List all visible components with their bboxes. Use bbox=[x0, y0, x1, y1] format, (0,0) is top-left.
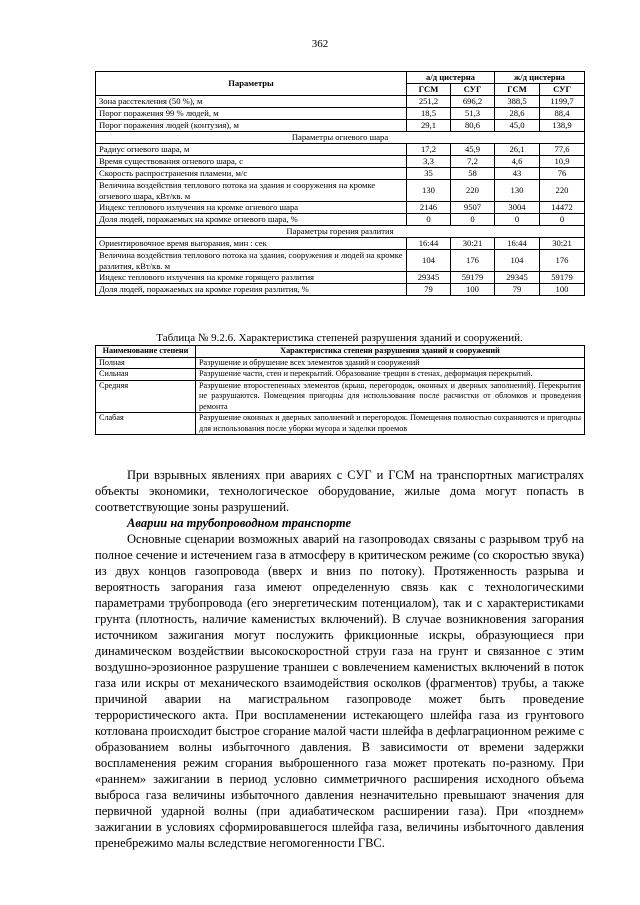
param-value: 29345 bbox=[407, 272, 451, 284]
param-value: 3004 bbox=[495, 202, 540, 214]
param-value: 80,6 bbox=[451, 120, 495, 132]
page-number: 362 bbox=[311, 38, 329, 50]
header-rail-tank: ж/д цистерна bbox=[495, 72, 585, 84]
param-value: 220 bbox=[451, 180, 495, 202]
table-row bbox=[96, 272, 585, 284]
param-value: 43 bbox=[495, 168, 540, 180]
param-value: 35 bbox=[407, 168, 451, 180]
param-value: 0 bbox=[407, 214, 451, 226]
param-value: 59179 bbox=[451, 272, 495, 284]
param-label: Индекс теплового излучения на кромке огневого шара bbox=[96, 202, 407, 214]
param-label: Время существования огневого шара, с bbox=[96, 156, 407, 168]
param-value: 10,9 bbox=[540, 156, 585, 168]
param-value: 88,4 bbox=[540, 108, 585, 120]
degree-name: Средняя bbox=[96, 380, 196, 413]
param-value: 0 bbox=[451, 214, 495, 226]
body-text bbox=[95, 467, 584, 851]
degree-description: Разрушение и обрушение всех элементов зданий и сооружений bbox=[196, 357, 585, 369]
param-value: 29,1 bbox=[407, 120, 451, 132]
param-value: 77,6 bbox=[540, 144, 585, 156]
param-label: Индекс теплового излучения на кромке горящего разлития bbox=[96, 272, 407, 284]
degree-description: Разрушение оконных и дверных заполнений и перегородок. Помещения полностью сохраняются и пригодны для использования после уборки мусора и заделки проемов bbox=[196, 413, 585, 435]
table-row bbox=[96, 369, 585, 381]
param-value: 251,2 bbox=[407, 96, 451, 108]
table-row bbox=[96, 168, 585, 180]
param-label: Ориентировочное время выгорания, мин : сек bbox=[96, 238, 407, 250]
param-value: 130 bbox=[407, 180, 451, 202]
subheader: ГСМ bbox=[495, 84, 540, 96]
table-row bbox=[96, 357, 585, 369]
param-label: Порог поражения людей (контузия), м bbox=[96, 120, 407, 132]
subheader: ГСМ bbox=[407, 84, 451, 96]
param-label: Порог поражения 99 % людей, м bbox=[96, 108, 407, 120]
param-value: 18,5 bbox=[407, 108, 451, 120]
table-row bbox=[96, 144, 585, 156]
table-row bbox=[96, 284, 585, 296]
damage-degrees-table bbox=[95, 345, 585, 435]
table-row bbox=[96, 413, 585, 435]
table-row bbox=[96, 120, 585, 132]
table-row bbox=[96, 108, 585, 120]
table-caption: Таблица № 9.2.6. Характеристика степеней разрушения зданий и сооружений. bbox=[156, 332, 523, 344]
param-label: Радиус огневого шара, м bbox=[96, 144, 407, 156]
param-value: 0 bbox=[540, 214, 585, 226]
param-value: 45,0 bbox=[495, 120, 540, 132]
param-value: 16:44 bbox=[495, 238, 540, 250]
param-value: 0 bbox=[495, 214, 540, 226]
degree-name: Полная bbox=[96, 357, 196, 369]
header-degree-name: Наименование степени bbox=[96, 346, 196, 358]
degree-description: Разрушение части, стен и перекрытий. Образование трещин в стенах, деформация перекрытий. bbox=[196, 369, 585, 381]
param-value: 7,2 bbox=[451, 156, 495, 168]
section-row bbox=[96, 132, 585, 144]
table-row bbox=[96, 250, 585, 272]
param-value: 4,6 bbox=[495, 156, 540, 168]
param-value: 58 bbox=[451, 168, 495, 180]
param-value: 1199,7 bbox=[540, 96, 585, 108]
degree-name: Слабая bbox=[96, 413, 196, 435]
param-value: 100 bbox=[540, 284, 585, 296]
param-value: 26,1 bbox=[495, 144, 540, 156]
param-value: 79 bbox=[407, 284, 451, 296]
param-value: 59179 bbox=[540, 272, 585, 284]
param-label: Величина воздействия теплового потока на здания, сооружения и людей на кромке разлития, кВт/кв. м bbox=[96, 250, 407, 272]
param-value: 79 bbox=[495, 284, 540, 296]
param-value: 2146 bbox=[407, 202, 451, 214]
header-degree-description: Характеристика степени разрушения зданий и сооружений bbox=[196, 346, 585, 358]
header-params: Параметры bbox=[96, 72, 407, 96]
degree-name: Сильная bbox=[96, 369, 196, 381]
param-value: 220 bbox=[540, 180, 585, 202]
section-heading: Аварии на трубопроводном транспорте bbox=[127, 516, 352, 530]
table-row bbox=[96, 214, 585, 226]
param-value: 176 bbox=[451, 250, 495, 272]
param-value: 14472 bbox=[540, 202, 585, 214]
param-value: 30:21 bbox=[540, 238, 585, 250]
param-value: 104 bbox=[495, 250, 540, 272]
param-value: 696,2 bbox=[451, 96, 495, 108]
parameters-table bbox=[95, 71, 585, 296]
param-value: 104 bbox=[407, 250, 451, 272]
subheader: СУГ bbox=[451, 84, 495, 96]
table-row bbox=[96, 96, 585, 108]
param-value: 100 bbox=[451, 284, 495, 296]
param-label: Зона расстекления (50 %), м bbox=[96, 96, 407, 108]
param-value: 3,3 bbox=[407, 156, 451, 168]
param-value: 30:21 bbox=[451, 238, 495, 250]
param-value: 138,9 bbox=[540, 120, 585, 132]
table-row bbox=[96, 156, 585, 168]
paragraph: При взрывных явлениях при авариях с СУГ и ГСМ на транспортных магистралях объекты экономики, технологическое оборудование, жилые дома могут попасть в соответствующие зоны разрушений. bbox=[95, 468, 584, 514]
param-value: 76 bbox=[540, 168, 585, 180]
param-label: Величина воздействия теплового потока на здания и сооружения на кромке огневого шара, кВт/кв. м bbox=[96, 180, 407, 202]
param-value: 388,5 bbox=[495, 96, 540, 108]
param-value: 45,9 bbox=[451, 144, 495, 156]
param-value: 17,2 bbox=[407, 144, 451, 156]
degree-description: Разрушение второстепенных элементов (крыш, перегородок, оконных и дверных заполнений). Перекрытия не разрушаются. Помещения пригодны для использования после расчистки от обломков и проведения ремонта bbox=[196, 380, 585, 413]
param-value: 9507 bbox=[451, 202, 495, 214]
subheader: СУГ bbox=[540, 84, 585, 96]
table-row bbox=[96, 238, 585, 250]
param-label: Доля людей, поражаемых на кромке огневого шара, % bbox=[96, 214, 407, 226]
table-row bbox=[96, 380, 585, 413]
param-value: 176 bbox=[540, 250, 585, 272]
section-row bbox=[96, 226, 585, 238]
paragraph: Основные сценарии возможных аварий на газопроводах связаны с разрывом труб на полное сечение и истечением газа в атмосферу в критическом режиме (со скоростью звука) из двух концов газопровода (вверх и вниз по потоку). Протяженность разрыва и вероятность загорания газа имеют определенную связь как с технологическими параметрами трубопровода (его энергетическим потенциалом), так и с характеристиками грунта (плотность, наличие каменистых включений). В случае возникновения загорания источником зажигания могут послужить фрикционные искры, образующиеся при динамическом воздействии высокоскоростной струи газа на грунт и связанное с этим воздушно-эрозионное разрушение траншеи с вовлечением каменистых включений в поток газа или искры от механического взаимодействия осколков (фрагментов) трубы, а также причиной аварии на магистральном газопроводе может быть проведение террористического акта. При воспламенении истекающего шлейфа газа из грунтового котлована происходит быстрое сгорание малой части шлейфа в дефлаграционном режиме с образованием волны избыточного давления. В зависимости от времени задержки воспламенения режим сгорания выброшенного газа может протекать по-разному. При «раннем» зажигании в период условно симметричного расширения исходного объема выброса газа величины избыточного давления незначительно превышают значения для первичной ударной волны (при адиабатическом расширении газа). При «позднем» зажигании в условиях сформировавшегося шлейфа газа, величины избыточного давления пренебрежимо малы вследствие негомогенности ГВС. bbox=[95, 532, 584, 850]
section-title: Параметры огневого шара bbox=[96, 132, 585, 144]
param-value: 29345 bbox=[495, 272, 540, 284]
param-label: Скорость распространения пламени, м/с bbox=[96, 168, 407, 180]
param-value: 28,6 bbox=[495, 108, 540, 120]
param-value: 16:44 bbox=[407, 238, 451, 250]
table-row bbox=[96, 202, 585, 214]
param-value: 130 bbox=[495, 180, 540, 202]
section-title: Параметры горения разлития bbox=[96, 226, 585, 238]
table-row bbox=[96, 180, 585, 202]
param-label: Доля людей, поражаемых на кромке горения разлития, % bbox=[96, 284, 407, 296]
header-road-tank: а/д цистерна bbox=[407, 72, 495, 84]
param-value: 51,3 bbox=[451, 108, 495, 120]
